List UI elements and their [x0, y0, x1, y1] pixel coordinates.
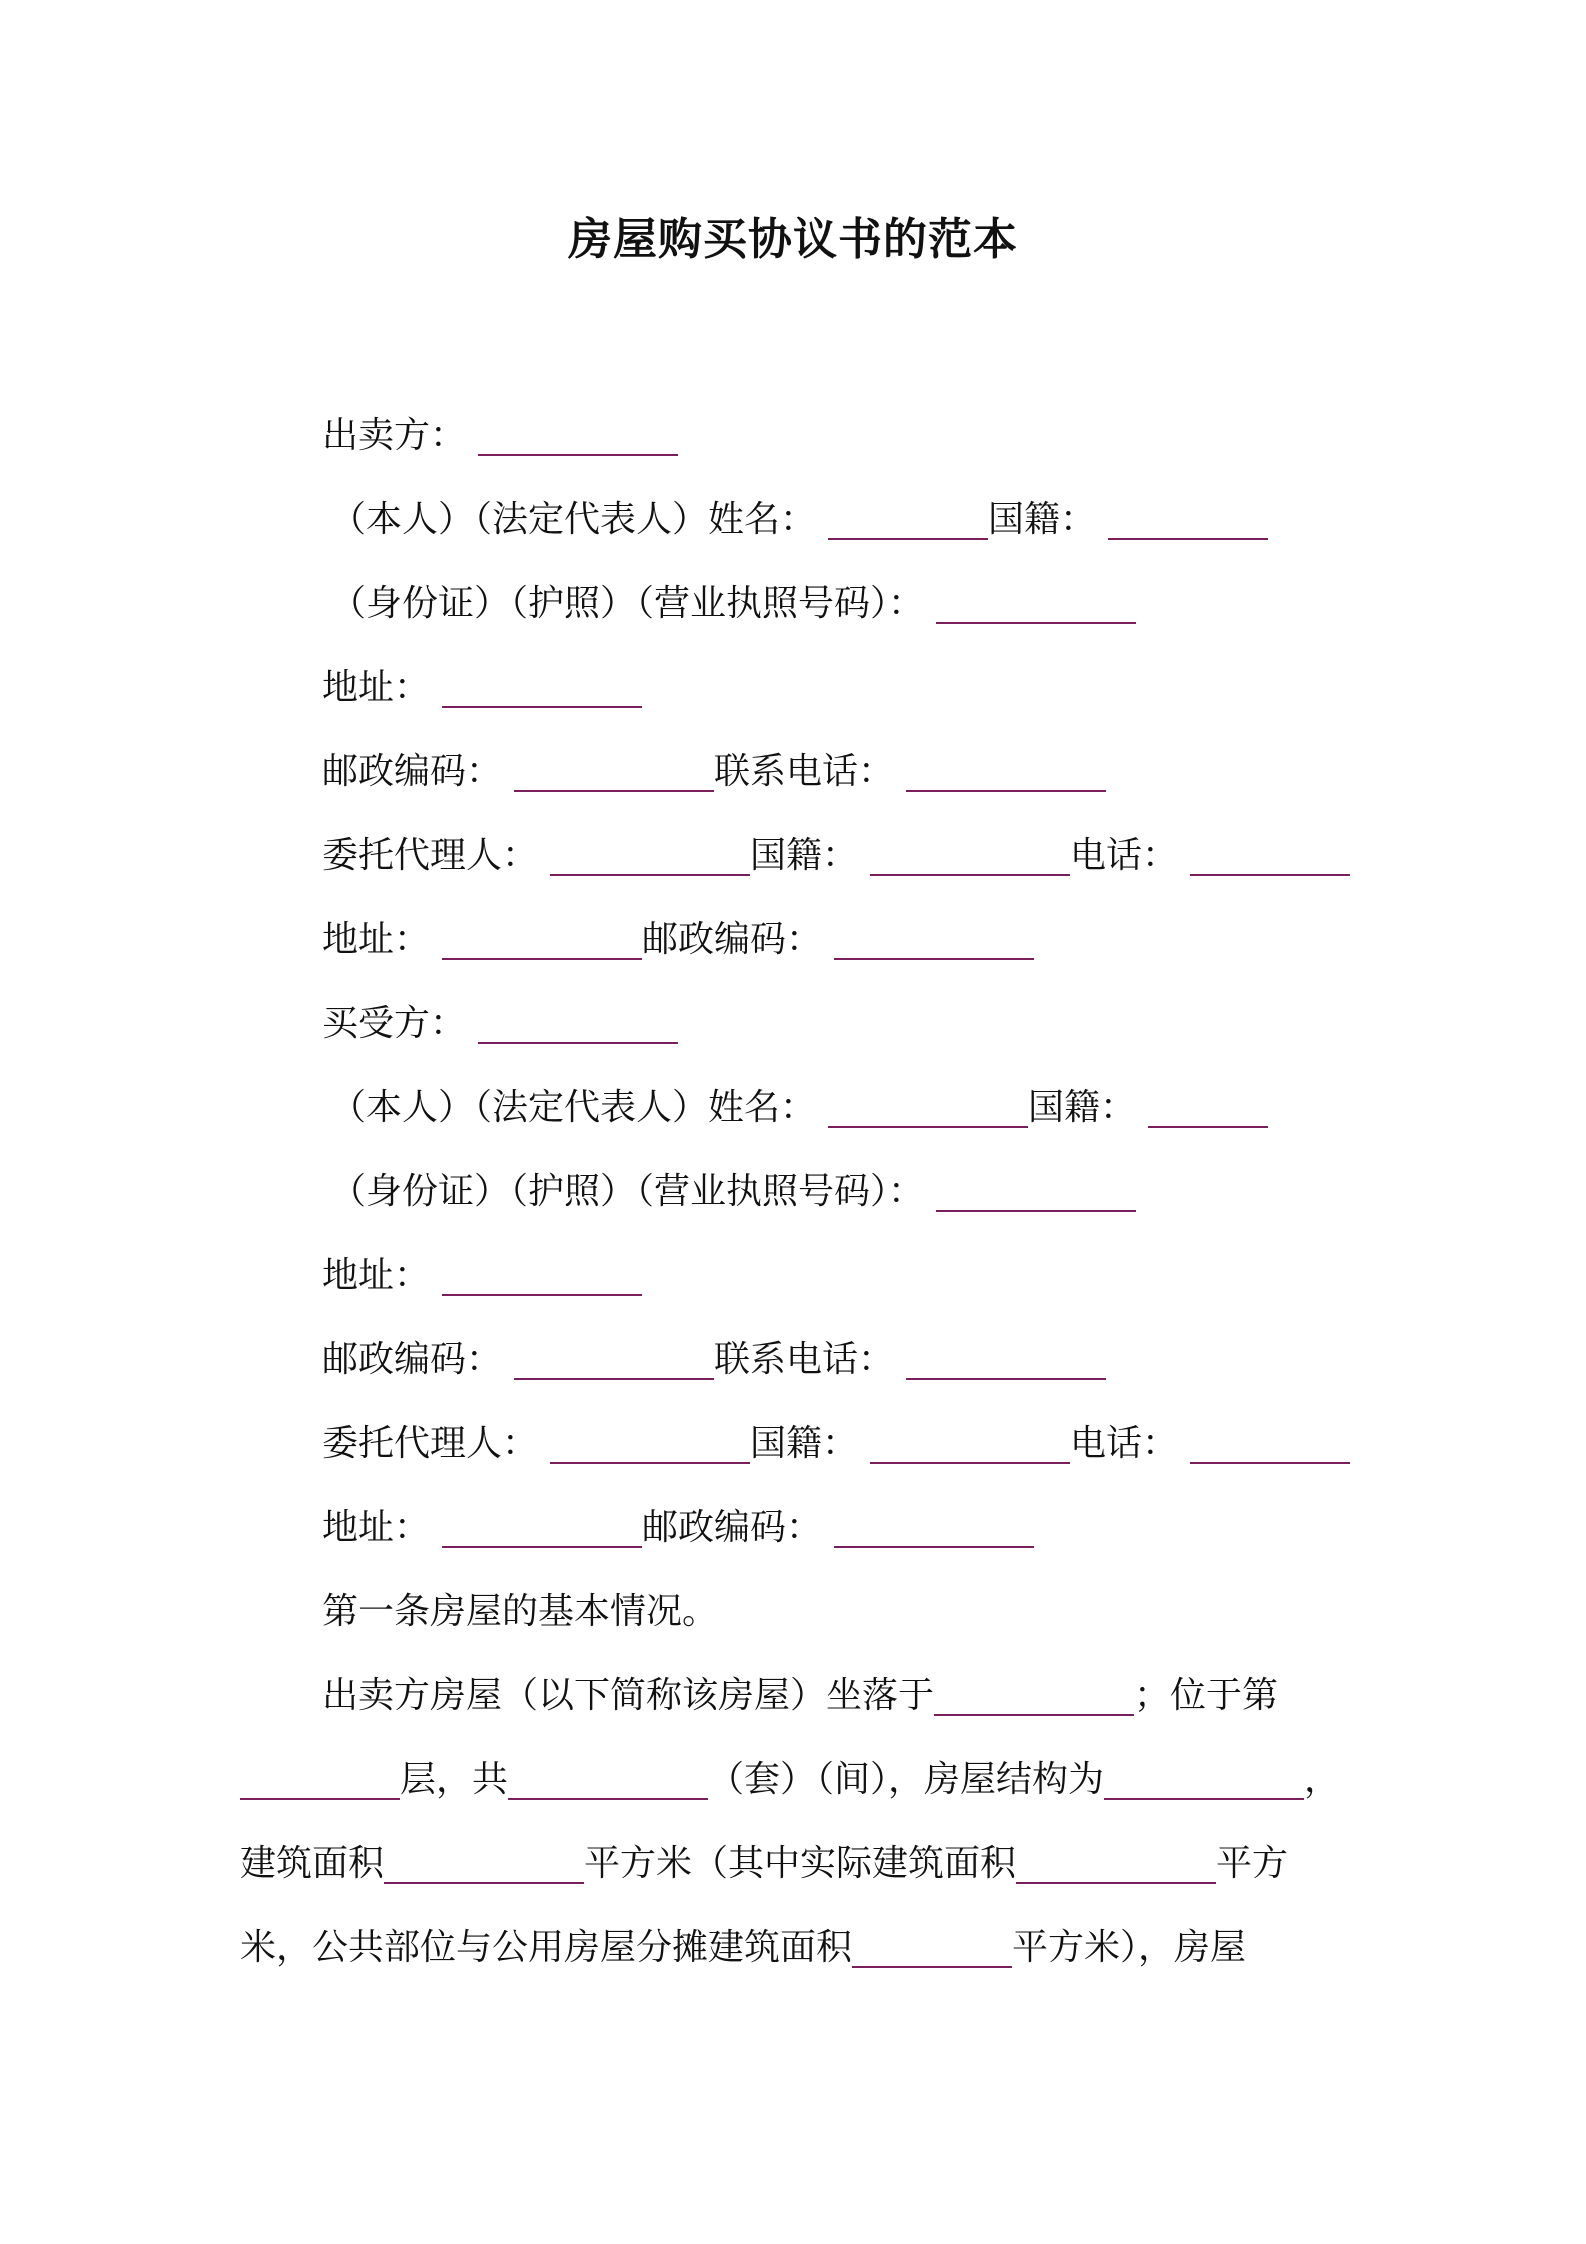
seller-postal-label: 邮政编码： — [322, 751, 503, 792]
structure-label: （套）（间），房屋结构为 — [708, 1759, 1105, 1800]
seller-agent-blank[interactable] — [550, 840, 750, 876]
seller-id-row — [330, 580, 1136, 628]
seller-blank[interactable] — [478, 420, 678, 456]
buyer-name-blank[interactable] — [828, 1092, 1028, 1128]
seller-address-label: 地址： — [322, 667, 431, 708]
buyer-agent-address-blank[interactable] — [442, 1512, 642, 1548]
seller-agent-row — [322, 832, 1350, 880]
buyer-postal-row — [322, 1336, 1106, 1384]
buyer-label: 买受方： — [322, 1003, 467, 1044]
buyer-agent-row — [322, 1420, 1350, 1468]
buyer-phone-label: 联系电话： — [714, 1339, 895, 1380]
floor-blank[interactable] — [240, 1764, 400, 1800]
buyer-agent-phone-blank[interactable] — [1190, 1428, 1350, 1464]
article1-heading — [322, 1588, 718, 1636]
seller-postal-row — [322, 748, 1106, 796]
buyer-agent-label: 委托代理人： — [322, 1423, 539, 1464]
seller-id-label: （身份证）（护照）（营业执照号码）： — [330, 583, 925, 624]
seller-nationality-blank[interactable] — [1108, 504, 1268, 540]
buyer-agent-postal-label: 邮政编码： — [642, 1507, 823, 1548]
seller-row — [322, 412, 678, 460]
buyer-agent-blank[interactable] — [550, 1428, 750, 1464]
buyer-agent-postal-blank[interactable] — [834, 1512, 1034, 1548]
comma-text: ， — [1304, 1759, 1341, 1800]
buyer-agent-address-label: 地址： — [322, 1507, 431, 1548]
actual-area-blank[interactable] — [1016, 1848, 1216, 1884]
buyer-phone-blank[interactable] — [906, 1344, 1106, 1380]
seller-name-row — [330, 496, 1268, 544]
article1-para-line1 — [322, 1672, 1278, 1720]
buyer-name-label: （本人）（法定代表人）姓名： — [330, 1087, 817, 1128]
seller-address-blank[interactable] — [442, 672, 642, 708]
location-blank[interactable] — [934, 1680, 1134, 1716]
seller-label: 出卖方： — [322, 415, 467, 456]
document-title: 房屋购买协议书的范本 — [568, 214, 1018, 265]
area-label: 建筑面积 — [240, 1843, 385, 1884]
article1-para-line3 — [240, 1840, 1288, 1888]
article1-para-line4 — [240, 1924, 1246, 1972]
buyer-agent-address-row — [322, 1504, 1034, 1552]
seller-name-label: （本人）（法定代表人）姓名： — [330, 499, 817, 540]
sqm-label: 平方 — [1216, 1843, 1289, 1884]
buyer-id-row — [330, 1168, 1136, 1216]
seller-agent-address-row — [322, 916, 1034, 964]
buyer-id-blank[interactable] — [936, 1176, 1136, 1212]
article1-para-line2 — [240, 1756, 1340, 1804]
buyer-agent-phone-label: 电话： — [1070, 1423, 1179, 1464]
seller-phone-blank[interactable] — [906, 756, 1106, 792]
seller-agent-nationality-blank[interactable] — [870, 840, 1070, 876]
article1-heading-text: 第一条房屋的基本情况。 — [322, 1591, 719, 1632]
buyer-nationality-blank[interactable] — [1148, 1092, 1268, 1128]
buyer-address-row — [322, 1252, 642, 1300]
seller-agent-label: 委托代理人： — [322, 835, 539, 876]
seller-agent-postal-label: 邮政编码： — [642, 919, 823, 960]
buyer-name-row — [330, 1084, 1268, 1132]
seller-name-blank[interactable] — [828, 504, 988, 540]
area-blank[interactable] — [384, 1848, 584, 1884]
buyer-agent-nationality-label: 国籍： — [750, 1423, 859, 1464]
shared-area-unit: 平方米），房屋 — [1012, 1927, 1247, 1968]
buyer-blank[interactable] — [478, 1008, 678, 1044]
buyer-row — [322, 1000, 678, 1048]
location-label: 出卖方房屋（以下简称该房屋）坐落于 — [322, 1675, 935, 1716]
seller-address-row — [322, 664, 642, 712]
buyer-postal-blank[interactable] — [514, 1344, 714, 1380]
structure-blank[interactable] — [1104, 1764, 1304, 1800]
buyer-id-label: （身份证）（护照）（营业执照号码）： — [330, 1171, 925, 1212]
floor-label: ；位于第 — [1134, 1675, 1279, 1716]
seller-nationality-label: 国籍： — [988, 499, 1097, 540]
seller-agent-phone-blank[interactable] — [1190, 840, 1350, 876]
units-blank[interactable] — [508, 1764, 708, 1800]
buyer-nationality-label: 国籍： — [1028, 1087, 1137, 1128]
seller-agent-address-blank[interactable] — [442, 924, 642, 960]
seller-id-blank[interactable] — [936, 588, 1136, 624]
buyer-agent-nationality-blank[interactable] — [870, 1428, 1070, 1464]
shared-area-label: 米，公共部位与公用房屋分摊建筑面积 — [240, 1927, 853, 1968]
seller-phone-label: 联系电话： — [714, 751, 895, 792]
buyer-address-label: 地址： — [322, 1255, 431, 1296]
shared-area-blank[interactable] — [852, 1932, 1012, 1968]
buyer-address-blank[interactable] — [442, 1260, 642, 1296]
total-label: 层，共 — [400, 1759, 509, 1800]
buyer-postal-label: 邮政编码： — [322, 1339, 503, 1380]
actual-area-label: 平方米（其中实际建筑面积 — [584, 1843, 1017, 1884]
seller-agent-address-label: 地址： — [322, 919, 431, 960]
seller-agent-nationality-label: 国籍： — [750, 835, 859, 876]
seller-agent-postal-blank[interactable] — [834, 924, 1034, 960]
seller-agent-phone-label: 电话： — [1070, 835, 1179, 876]
seller-postal-blank[interactable] — [514, 756, 714, 792]
